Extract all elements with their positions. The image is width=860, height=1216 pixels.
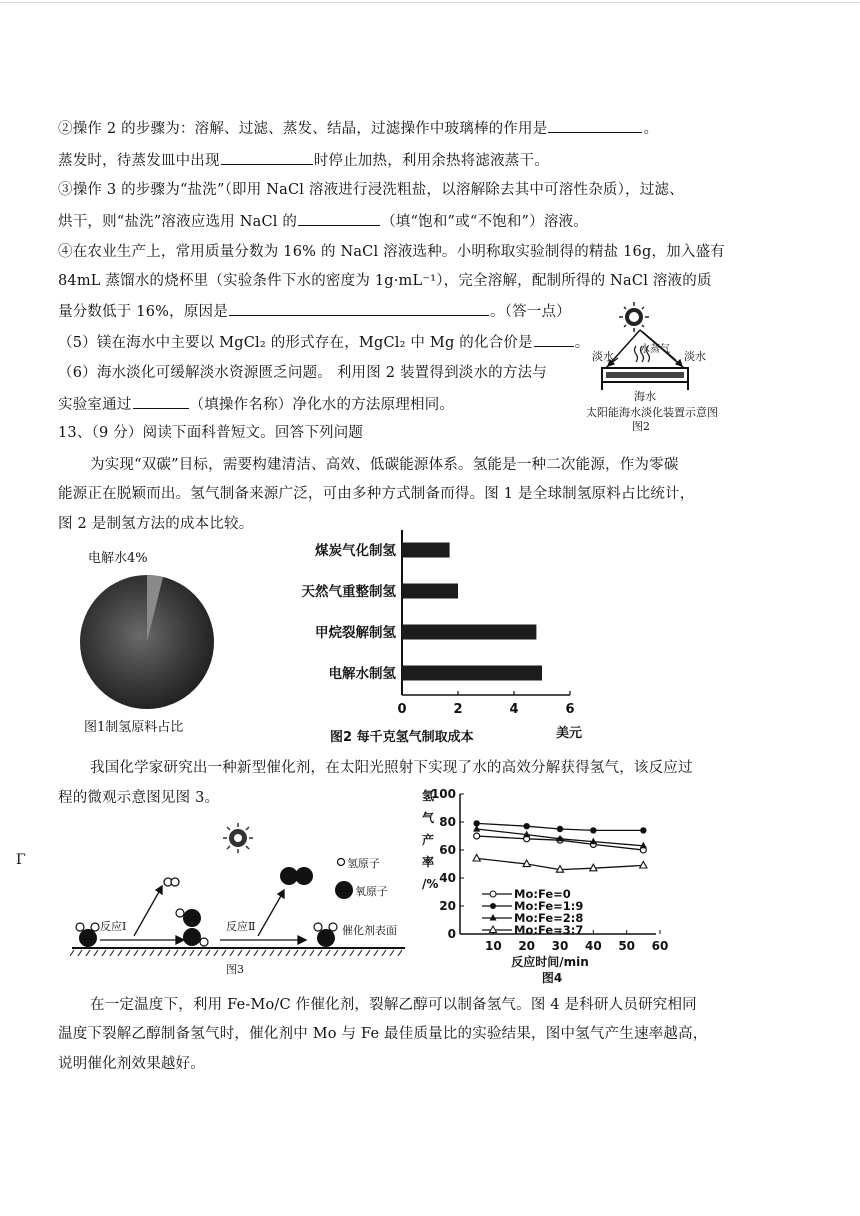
bar-chart-svg xyxy=(270,530,610,750)
pie-caption: 图1制氢原料占比 xyxy=(84,720,184,735)
figure-1-pie xyxy=(70,545,220,745)
line-9: （6）海水淡化可缓解淡水资源匮乏问题。 利用图 2 装置得到淡水的方法与 xyxy=(58,365,547,381)
hydrogen-legend: 氢原子 xyxy=(347,857,380,870)
water-molecule-1 xyxy=(76,923,99,947)
line-x-tick-label: 40 xyxy=(584,939,602,953)
line-y-label-char: /% xyxy=(422,877,439,891)
text: 实验室通过 xyxy=(58,397,132,413)
line-13: 能源正在脱颖而出。氢气制备来源广泛，可由多种方式制备而得。图 1 是全球制氢原料占比统计， xyxy=(58,486,695,502)
line-4 xyxy=(58,211,588,232)
line-17: 在一定温度下，利用 Fe-Mo/C 作催化剂，裂解乙醇可以制备氢气。图 4 是科研人员研究相同 xyxy=(90,997,697,1013)
line-caption: 图4 xyxy=(541,971,563,985)
line-y-tick-label: 80 xyxy=(439,815,456,829)
text: ②操作 2 的步骤为：溶解、过滤、蒸发、结晶，过滤操作中玻璃棒的作用是 xyxy=(58,121,548,137)
line-point xyxy=(590,827,596,833)
line-14: 图 2 是制氢方法的成本比较。 xyxy=(58,516,254,532)
bar-caption: 图2 每千克氢气制取成本 xyxy=(330,730,474,745)
line-y-tick-label: 40 xyxy=(439,871,456,885)
line-10 xyxy=(58,394,454,415)
line-y-tick-label: 20 xyxy=(439,899,456,913)
solar-fig-number: 图2 xyxy=(632,420,650,433)
o2-molecule xyxy=(280,867,313,885)
line-6: 84mL 蒸馏水的烧杯里（实验条件下水的密度为 1g·mL⁻¹），完全溶解，配制所得的 NaCl 溶液的质 xyxy=(58,273,712,289)
bar xyxy=(402,625,536,640)
text: （填操作名称）净化水的方法原理相同。 xyxy=(189,397,455,413)
blank xyxy=(221,150,313,165)
line-12: 为实现“双碳”目标，需要构建清洁、高效、低碳能源体系。氢能是一种二次能源，作为零碳 xyxy=(90,457,679,473)
text: 。 xyxy=(643,121,659,137)
blank xyxy=(133,394,189,409)
line-point xyxy=(557,826,563,832)
line-y-label-char: 气 xyxy=(422,811,435,825)
legend-label: Mo:Fe=3:7 xyxy=(514,923,584,937)
line-x-tick-label: 30 xyxy=(551,939,569,953)
line-y-tick-label: 100 xyxy=(430,787,456,801)
line-point xyxy=(474,833,480,839)
line-7 xyxy=(58,301,571,322)
bar xyxy=(402,543,450,558)
reaction-drawing xyxy=(70,818,420,983)
oxygen-legend: 氧原子 xyxy=(355,885,388,898)
bar-x-tick-label: 6 xyxy=(565,702,575,717)
figure-4-line-chart xyxy=(410,782,700,987)
line-point xyxy=(640,827,646,833)
text: 。（答一点） xyxy=(489,304,571,320)
text: 蒸发时，待蒸发皿中出现 xyxy=(58,153,220,169)
arrow-reaction-2 xyxy=(220,890,306,944)
arrow-reaction-1 xyxy=(100,886,184,944)
blank xyxy=(534,332,574,347)
pie-label: 电解水4% xyxy=(88,551,148,566)
fresh-water-left-label: 淡水 xyxy=(592,350,614,363)
text: （5）镁在海水中主要以 MgCl₂ 的形式存在，MgCl₂ 中 Mg 的化合价是 xyxy=(58,335,533,351)
line-chart-svg xyxy=(410,782,700,987)
text: （填“饱和”或“不饱和”）溶液。 xyxy=(381,214,588,230)
sun-icon xyxy=(619,302,649,332)
line-15: 我国化学家研究出一种新型催化剂，在太阳光照射下实现了水的高效分解获得氢气，该反应过 xyxy=(90,760,693,776)
bar-x-tick-label: 4 xyxy=(509,702,519,717)
line-5: ④在农业生产上，常用质量分数为 16% 的 NaCl 溶液选种。小明称取实验制得的精盐 16g，加入盛有 xyxy=(58,244,725,260)
blank xyxy=(548,118,642,133)
line-y-label-char: 产 xyxy=(422,833,435,847)
reaction-2-label: 反应Ⅱ xyxy=(226,920,256,933)
bar-category-label: 天然气重整制氢 xyxy=(301,584,396,600)
line-1 xyxy=(58,118,658,139)
bar-unit-label: 美元 xyxy=(556,726,583,741)
figure-3-diagram xyxy=(70,818,420,983)
line-18: 温度下裂解乙醇制备氢气时，催化剂中 Mo 与 Fe 最佳质量比的实验结果，图中氢气产生速率越高， xyxy=(58,1026,708,1042)
bar-x-tick-label: 0 xyxy=(397,702,407,717)
legend-marker xyxy=(490,926,497,933)
line-y-tick-label: 60 xyxy=(439,843,456,857)
solar-caption: 太阳能海水淡化装置示意图 xyxy=(586,406,718,419)
line-3: ③操作 3 的步骤为“盐洗”（即用 NaCl 溶液进行浸洗粗盐，以溶解除去其中可溶性杂质），过滤、 xyxy=(58,182,684,198)
bar-category-label: 煤炭气化制氢 xyxy=(315,543,396,559)
h2-molecule-1 xyxy=(164,878,179,886)
basin xyxy=(602,368,688,390)
legend-marker xyxy=(490,891,496,897)
surface-label: 催化剂表面 xyxy=(342,924,397,937)
legend-marker xyxy=(490,914,497,921)
blank xyxy=(229,301,489,316)
vapor-label: 水蒸气 xyxy=(640,344,670,355)
line-x-tick-label: 60 xyxy=(651,939,669,953)
legend-label: Mo:Fe=2:8 xyxy=(514,911,584,925)
sun-icon xyxy=(223,823,253,853)
seawater-label: 海水 xyxy=(634,390,656,403)
top-border xyxy=(0,2,860,3)
line-2 xyxy=(58,150,549,171)
line-8 xyxy=(58,332,589,353)
line-x-tick-label: 50 xyxy=(618,939,636,953)
line-x-label: 反应时间/min xyxy=(511,955,589,969)
legend-marker xyxy=(490,903,496,909)
line-x-tick-label: 10 xyxy=(484,939,502,953)
text: 。 xyxy=(574,335,590,351)
bar-x-tick-label: 2 xyxy=(453,702,463,717)
bar xyxy=(402,584,458,599)
text: 烘干，则“盐洗”溶液应选用 NaCl 的 xyxy=(58,214,298,230)
legend-label: Mo:Fe=0 xyxy=(514,887,571,901)
fresh-water-right-label: 淡水 xyxy=(684,350,706,363)
bar-category-label: 电解水制氢 xyxy=(328,666,396,682)
line-y-tick-label: 0 xyxy=(447,927,456,941)
line-point xyxy=(523,823,529,829)
line-y-label-char: 率 xyxy=(422,855,435,869)
line-x-tick-label: 20 xyxy=(518,939,536,953)
fig3-caption: 图3 xyxy=(226,963,244,976)
bar xyxy=(402,666,542,681)
text: 量分数低于 16%，原因是 xyxy=(58,304,228,320)
water-molecule-2 xyxy=(314,923,337,947)
legend-label: Mo:Fe=1:9 xyxy=(514,899,584,913)
line-19: 说明催化剂效果越好。 xyxy=(58,1056,205,1072)
bar-category-label: 甲烷裂解制氢 xyxy=(315,625,396,641)
line-11: 13、（9 分）阅读下面科普短文。回答下列问题 xyxy=(58,425,364,441)
line-point xyxy=(473,825,480,832)
pie-drawing xyxy=(70,567,220,717)
blank xyxy=(298,211,380,226)
text: 时停止加热，利用余热将滤液蒸干。 xyxy=(313,153,549,169)
reaction-1-label: 反应Ⅰ xyxy=(100,920,127,933)
figure-2-bar-chart xyxy=(270,530,610,750)
catalyst-surface xyxy=(70,948,405,956)
margin-mark: Γ xyxy=(16,852,26,868)
line-point xyxy=(473,854,480,861)
arrow-icons xyxy=(608,358,682,366)
line-point xyxy=(640,861,647,868)
line-y-label-char: 氢 xyxy=(422,789,435,803)
line-16: 程的微观示意图见图 3。 xyxy=(58,790,220,806)
solar-desalination-figure xyxy=(586,300,738,433)
